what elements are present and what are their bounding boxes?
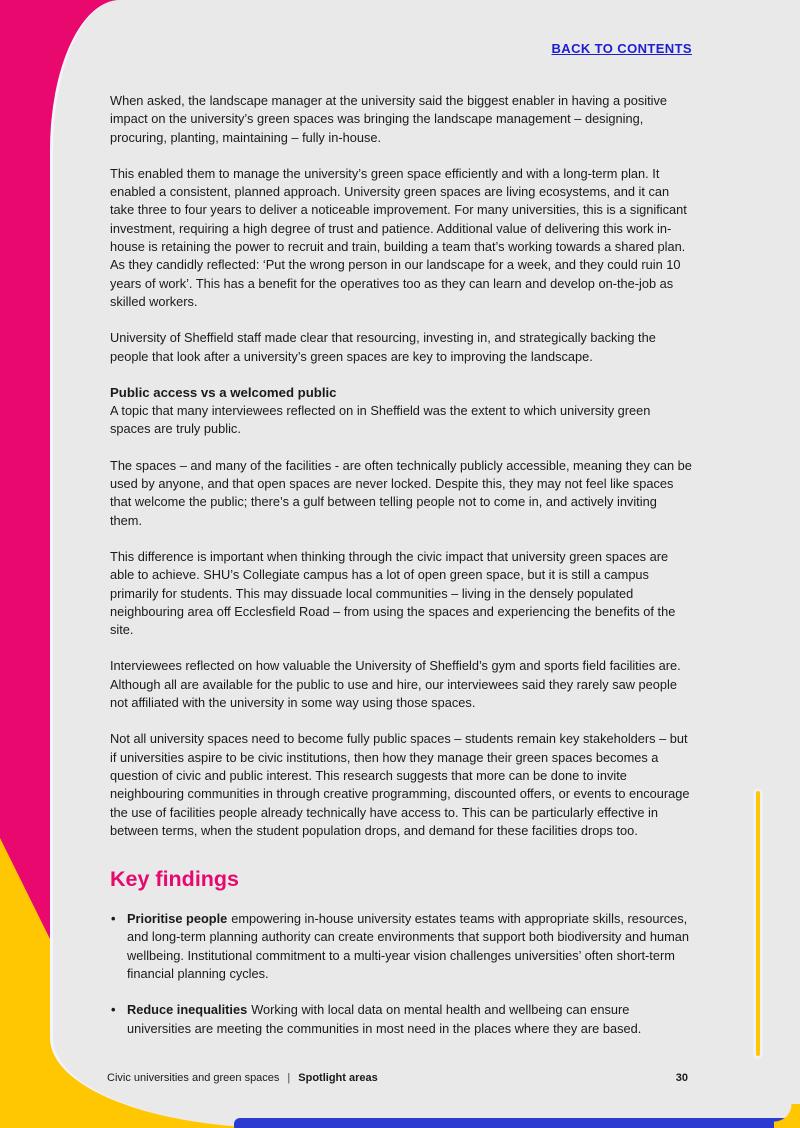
back-link-row (110, 40, 692, 56)
key-finding-text: Working with local data on mental health and wellbeing can ensure universities are meeting the communities in most need in the places where they are based. (127, 1002, 642, 1036)
footer-doc-title: Civic universities and green spaces (107, 1072, 280, 1084)
body-paragraph: This difference is important when thinking through the civic impact that university green spaces are able to achieve. SHU’s Collegiate campus has a lot of open green space, but it is still a campus primarily for students. This may dissuade local communities – living in the densely populated neighbouring area off Ecclesfield Road – from using the spaces and experiencing the benefits of the site. (110, 548, 676, 638)
subsection-heading: Public access vs a welcomed public (110, 384, 337, 400)
key-finding-text: empowering in-house university estates teams with appropriate skills, resources, and long-term planning authority can create environments that support both biodiversity and human wellbeing. Institutional commitment to a multi-year vision challenges universities’ often short-term financial planning cycles. (127, 911, 689, 981)
footer-section-name: Spotlight areas (298, 1072, 378, 1084)
body-paragraph: A topic that many interviewees reflected on in Sheffield was the extent to which university green spaces are truly public. (110, 403, 651, 437)
page-card (50, 0, 800, 1128)
body-paragraph: When asked, the landscape manager at the university said the biggest enabler in having a positive impact on the university’s green spaces was bringing the landscape management – designing, procuring, planting, maintaining – fully in-house. (110, 93, 668, 145)
yellow-corner-sliver (774, 1104, 800, 1128)
body-paragraph: University of Sheffield staff made clear that resourcing, investing in, and strategically backing the people that look after a university’s green spaces are key to improving the landscape. (110, 330, 656, 364)
back-to-contents-link[interactable]: BACK TO CONTENTS (551, 41, 692, 56)
bottom-blue-bar (234, 1118, 792, 1128)
footer-divider: | (287, 1072, 291, 1084)
body-paragraph: This enabled them to manage the university’s green space efficiently and with a long-term plan. It enabled a consistent, planned approach. University green spaces are living ecosystems, and it can take three to four years to deliver a noticeable improvement. For many universities, this is a significant investment, requiring a high degree of trust and patience. Additional value of delivering this work in-house is retaining the power to recruit and train, building a team that’s working towards a shared plan. As they candidly reflected: ‘Put the wrong person in our landscape for a week, and they could ruin 10 years of work’. This has a benefit for the operatives too as they can learn and develop on-the-job as skilled workers. (110, 165, 687, 309)
key-findings-heading: Key findings (110, 867, 240, 892)
footer (107, 1072, 688, 1084)
body-paragraph: The spaces – and many of the facilities - are often technically publicly accessible, meaning they can be used by anyone, and that open spaces are never locked. Despite this, they may not feel like spaces that welcome the public; there’s a gulf between telling people not to come in, and actively inviting them. (110, 457, 692, 528)
body-paragraph: Not all university spaces need to become fully public spaces – students remain key stakeholders – but if universities aspire to be civic institutions, then how they manage their green spaces becomes a question of civic and public interest. This research suggests that more can be done to invite neighbouring communities in through creative programming, discounted offers, or events to encourage the use of facilities people already technically have access to. This can be particularly effective in between terms, when the student population drops, and demand for these facilities drops too. (110, 731, 690, 838)
key-finding-item (110, 1001, 692, 1038)
page-number: 30 (675, 1072, 688, 1084)
body-paragraph: Interviewees reflected on how valuable the University of Sheffield’s gym and sports field facilities are. Although all are available for the public to use and hire, our interviewees said they rarely saw people not affiliated with the university in some way using those spaces. (110, 658, 681, 711)
key-finding-lead: Reduce inequalities (127, 1002, 248, 1018)
yellow-accent-line (756, 791, 760, 1056)
key-finding-item (110, 910, 692, 983)
key-finding-lead: Prioritise people (127, 911, 228, 927)
